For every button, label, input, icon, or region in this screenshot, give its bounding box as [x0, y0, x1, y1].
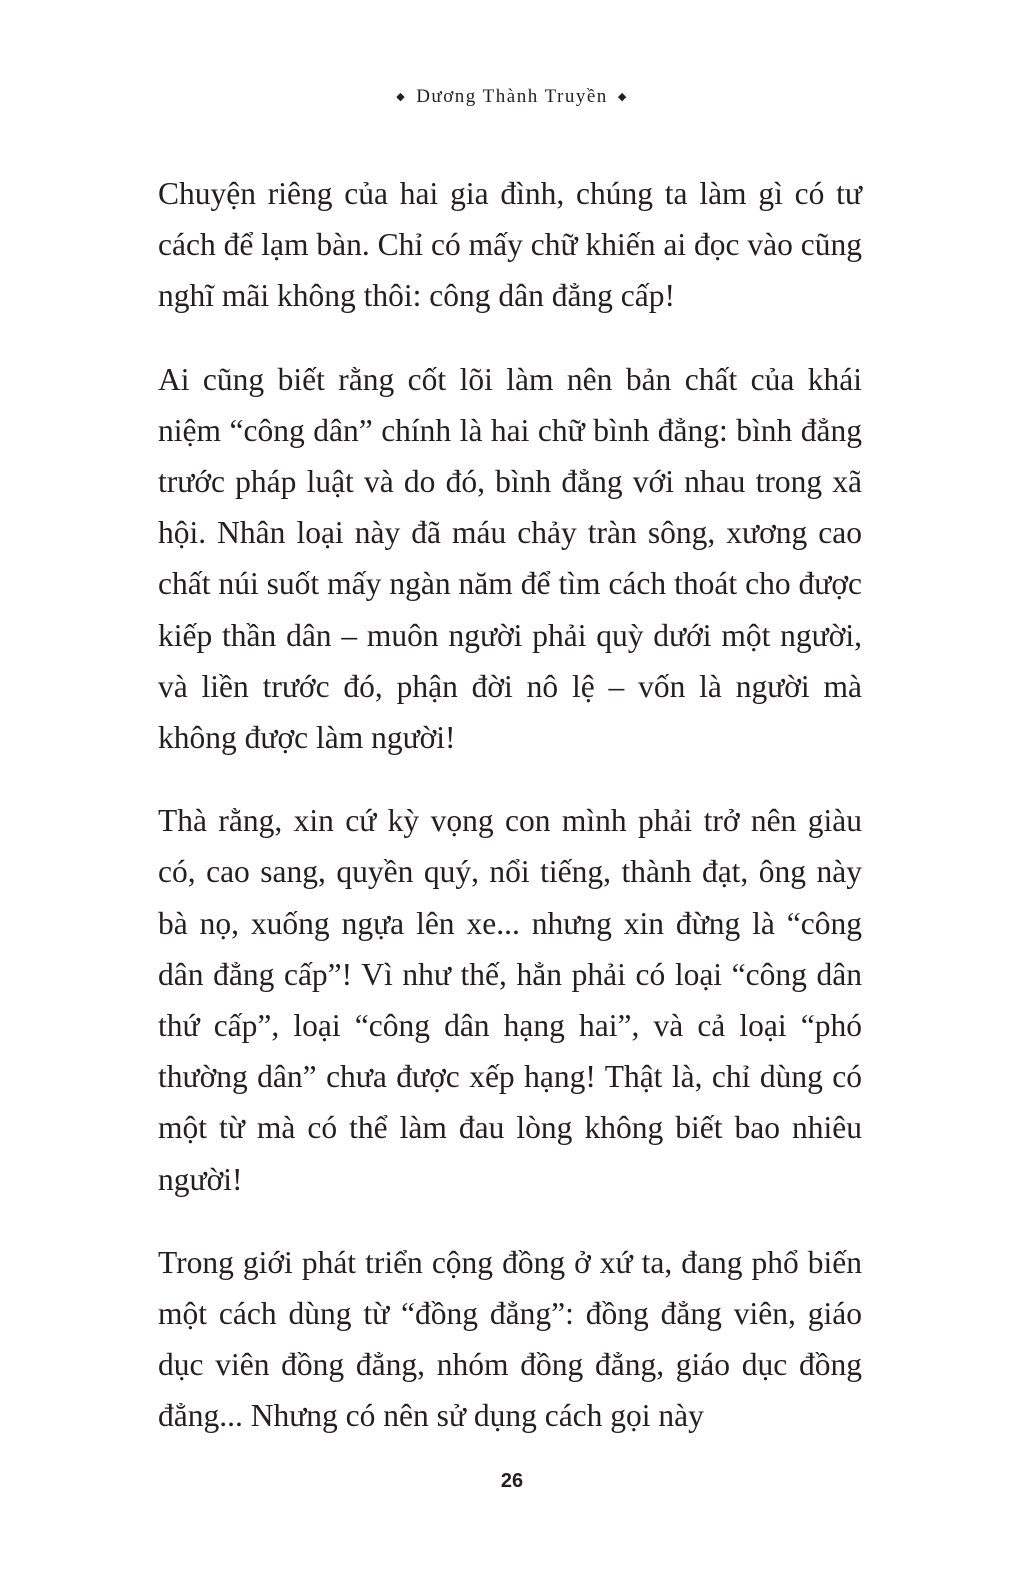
- paragraph-1: Chuyện riêng của hai gia đình, chúng ta làm gì có tư cách để lạm bàn. Chỉ có mấy chữ khiến ai đọc vào cũng nghĩ mãi không thôi: công dân đẳng cấp!: [158, 176, 862, 314]
- author-name: Dương Thành Truyền: [416, 86, 608, 107]
- diamond-ornament-left-icon: ◆: [396, 91, 407, 103]
- running-header: [0, 86, 1024, 108]
- paragraph-4: Trong giới phát triển cộng đồng ở xứ ta, đang phổ biến một cách dùng từ “đồng đẳng”: đồng đẳng viên, giáo dục viên đồng đẳng, nhóm đồng đẳng, giáo dục đồng đẳng... Nhưng có nên sử dụng cách gọi này: [158, 1244, 862, 1434]
- page-number: 26: [500, 1470, 524, 1492]
- body-text: [158, 168, 862, 1442]
- paragraph-3: Thà rằng, xin cứ kỳ vọng con mình phải trở nên giàu có, cao sang, quyền quý, nổi tiếng, thành đạt, ông này bà nọ, xuống ngựa lên xe... nhưng xin đừng là “công dân đẳng cấp”! Vì như thế, hẳn phải có loại “công dân thứ cấp”, loại “công dân hạng hai”, và cả loại “phó thường dân” chưa được xếp hạng! Thật là, chỉ dùng có một từ mà có thể làm đau lòng không biết bao nhiêu người!: [158, 803, 862, 1197]
- diamond-ornament-right-icon: ◆: [617, 91, 628, 103]
- paragraph-2: Ai cũng biết rằng cốt lõi làm nên bản chất của khái niệm “công dân” chính là hai chữ bình đẳng: bình đẳng trước pháp luật và do đó, bình đẳng với nhau trong xã hội. Nhân loại này đã máu chảy tràn sông, xương cao chất núi suốt mấy ngàn năm để tìm cách thoát cho được kiếp thần dân – muôn người phải quỳ dưới một người, và liền trước đó, phận đời nô lệ – vốn là người mà không được làm người!: [158, 361, 862, 756]
